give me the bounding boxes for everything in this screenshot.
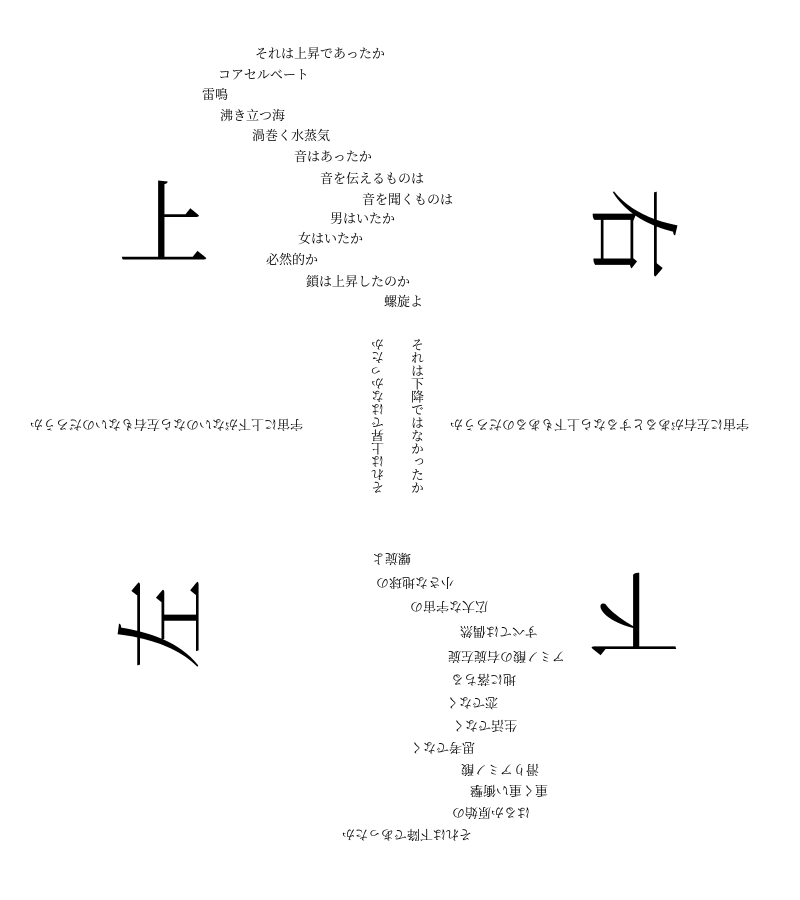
- big-char-bottom: 下: [588, 558, 681, 665]
- lower-line-1: それは下降であったか: [342, 826, 472, 841]
- upper-line-1: それは上昇であったか: [255, 47, 385, 62]
- lower-line-13: 螺旋よ: [372, 550, 412, 565]
- upper-line-3: 雷鳴: [202, 88, 229, 103]
- lower-line-9: アミノ酸の右旋左旋: [448, 648, 566, 663]
- lower-line-7: 恋でなく: [446, 694, 499, 709]
- big-char-right: 右: [578, 187, 686, 281]
- upper-line-6: 音はあったか: [294, 150, 372, 165]
- upper-line-4: 沸き立つ海: [220, 109, 286, 124]
- lower-line-2: はるか原始の: [452, 804, 531, 819]
- lower-line-11: 広大な宇宙の: [410, 598, 489, 613]
- upper-line-11: 必然的か: [266, 253, 319, 268]
- lower-line-12: 小さな地球の: [376, 574, 455, 589]
- center-column-left: それは上昇ではなかったか: [372, 338, 387, 494]
- lower-line-4: 滑りアミノ酸: [461, 761, 540, 776]
- upper-line-13: 螺旋よ: [384, 295, 424, 310]
- upper-line-9: 男はいたか: [330, 212, 396, 227]
- upper-line-2: コアセルベート: [218, 68, 309, 83]
- lower-line-3: 重く重い衝撃: [470, 782, 549, 797]
- center-column-right: それは下降ではなかったか: [408, 338, 423, 494]
- side-text-right: 宇宙に左右があるとするなら上下もあるのだろうか: [450, 416, 750, 431]
- lower-line-8: 地に落ちる: [451, 671, 517, 686]
- upper-line-8: 音を聞くものは: [362, 193, 454, 208]
- lower-line-10: すべては偶然: [460, 623, 538, 638]
- big-char-left: 左: [110, 577, 218, 671]
- big-char-top: 上: [118, 172, 211, 279]
- upper-line-7: 音を伝えるものは: [320, 172, 425, 187]
- side-text-left: 宇宙に上下がないのなら左右もないのだろうか: [30, 416, 304, 431]
- upper-line-10: 女はいたか: [298, 232, 364, 247]
- lower-line-6: 生活でなく: [452, 717, 518, 732]
- upper-line-12: 鎖は上昇したのか: [306, 275, 411, 290]
- lower-line-5: 思考でなく: [410, 739, 476, 754]
- upper-line-5: 渦巻く水蒸気: [252, 129, 331, 144]
